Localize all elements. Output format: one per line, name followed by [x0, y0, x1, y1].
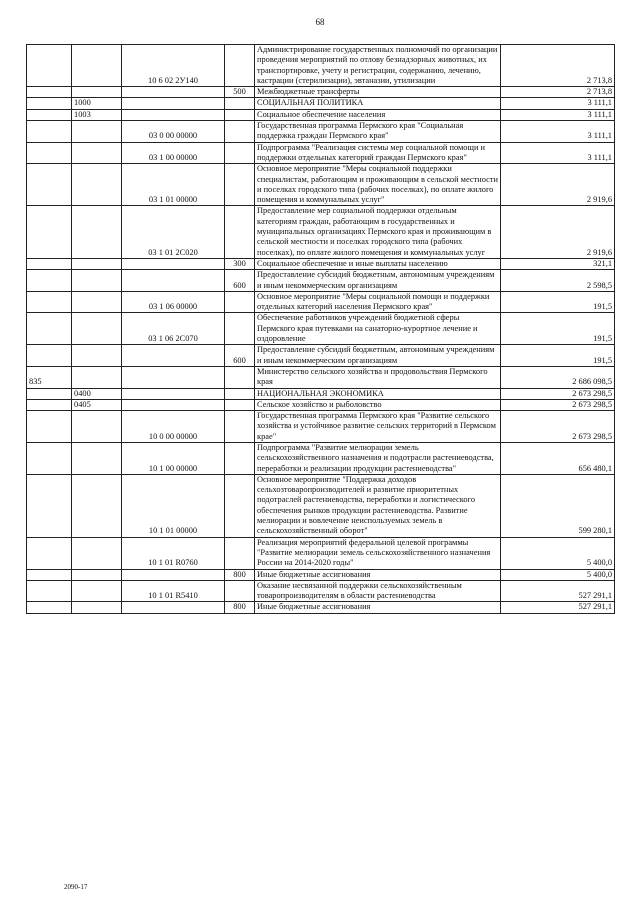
expense-type-cell: 500 — [225, 87, 255, 98]
target-article-cell: 03 1 06 00000 — [122, 291, 225, 313]
section-code-cell — [72, 164, 122, 206]
expense-type-cell — [225, 313, 255, 345]
amount-cell: 656 480,1 — [501, 442, 615, 474]
section-code-cell — [72, 258, 122, 269]
section-code-cell — [72, 474, 122, 537]
table-row — [27, 45, 615, 87]
target-article-cell: 10 6 02 2У140 — [122, 45, 225, 87]
item-name-cell: Администрирование государственных полномочий по организации проведения мероприятий по отлову безнадзорных животных, их транспортировке, учету и регистрации, содержанию, лечению, кастрации (стерилизации), эвтаназии, утилизации — [255, 45, 501, 87]
table-row — [27, 98, 615, 109]
amount-cell: 3 111,1 — [501, 109, 615, 120]
section-code-cell — [72, 313, 122, 345]
section-code-cell — [72, 569, 122, 580]
ministry-code-cell — [27, 98, 72, 109]
ministry-code-cell — [27, 121, 72, 143]
expense-type-cell: 800 — [225, 602, 255, 613]
expense-type-cell — [225, 45, 255, 87]
expense-type-cell — [225, 98, 255, 109]
table-row — [27, 537, 615, 569]
amount-cell: 3 111,1 — [501, 121, 615, 143]
section-code-cell — [72, 270, 122, 292]
expense-type-cell — [225, 474, 255, 537]
section-code-cell — [72, 580, 122, 602]
table-row — [27, 411, 615, 443]
item-name-cell: Сельское хозяйство и рыболовство — [255, 399, 501, 410]
ministry-code-cell — [27, 399, 72, 410]
item-name-cell: Реализация мероприятий федеральной целевой программы "Развитие мелиорации земель сельскохозяйственного назначения России на 2014-2020 годы" — [255, 537, 501, 569]
ministry-code-cell — [27, 313, 72, 345]
section-code-cell — [72, 537, 122, 569]
target-article-cell: 03 1 01 00000 — [122, 164, 225, 206]
section-code-cell — [72, 121, 122, 143]
section-code-cell — [72, 442, 122, 474]
table-row — [27, 569, 615, 580]
expense-type-cell — [225, 399, 255, 410]
target-article-cell: 03 0 00 00000 — [122, 121, 225, 143]
table-row — [27, 442, 615, 474]
table-row — [27, 580, 615, 602]
table-row — [27, 291, 615, 313]
item-name-cell: Государственная программа Пермского края "Развитие сельского хозяйства и устойчивое развитие сельских территорий в Пермском крае" — [255, 411, 501, 443]
item-name-cell: Предоставление мер социальной поддержки отдельным категориям граждан, работающим в государственных и муниципальных организациях Пермского края и проживающим в сельской местности и поселках городского типа (рабочих поселках), по оплате жилого помещения и коммунальных услуг — [255, 206, 501, 258]
target-article-cell — [122, 258, 225, 269]
section-code-cell — [72, 206, 122, 258]
expense-type-cell — [225, 442, 255, 474]
item-name-cell: Основное мероприятие "Меры социальной помощи и поддержки отдельных категорий населения Пермского края" — [255, 291, 501, 313]
amount-cell: 599 280,1 — [501, 474, 615, 537]
section-code-cell: 1003 — [72, 109, 122, 120]
page-number: 68 — [315, 17, 325, 27]
table-row — [27, 164, 615, 206]
amount-cell: 2 686 098,5 — [501, 366, 615, 388]
expense-type-cell: 600 — [225, 270, 255, 292]
table-row — [27, 345, 615, 367]
amount-cell: 2 673 298,5 — [501, 388, 615, 399]
section-code-cell: 1000 — [72, 98, 122, 109]
ministry-code-cell — [27, 474, 72, 537]
ministry-code-cell: 835 — [27, 366, 72, 388]
expense-type-cell: 600 — [225, 345, 255, 367]
expense-type-cell — [225, 580, 255, 602]
amount-cell: 2 673 298,5 — [501, 399, 615, 410]
target-article-cell — [122, 109, 225, 120]
item-name-cell: Министерство сельского хозяйства и продовольствия Пермского края — [255, 366, 501, 388]
target-article-cell: 10 1 00 00000 — [122, 442, 225, 474]
target-article-cell — [122, 87, 225, 98]
item-name-cell: Подпрограмма "Реализация системы мер социальной помощи и поддержки отдельных категорий граждан Пермского края" — [255, 142, 501, 164]
ministry-code-cell — [27, 109, 72, 120]
section-code-cell: 0405 — [72, 399, 122, 410]
amount-cell: 191,5 — [501, 313, 615, 345]
ministry-code-cell — [27, 142, 72, 164]
ministry-code-cell — [27, 537, 72, 569]
item-name-cell: Социальное обеспечение и иные выплаты населению — [255, 258, 501, 269]
expense-type-cell — [225, 537, 255, 569]
target-article-cell — [122, 569, 225, 580]
amount-cell: 321,1 — [501, 258, 615, 269]
budget-table-body — [27, 45, 615, 614]
ministry-code-cell — [27, 442, 72, 474]
ministry-code-cell — [27, 164, 72, 206]
table-row — [27, 87, 615, 98]
ministry-code-cell — [27, 602, 72, 613]
section-code-cell — [72, 142, 122, 164]
table-row — [27, 366, 615, 388]
expense-type-cell — [225, 291, 255, 313]
document-footer-code: 2090-17 — [64, 883, 88, 891]
table-row — [27, 142, 615, 164]
ministry-code-cell — [27, 87, 72, 98]
table-row — [27, 121, 615, 143]
amount-cell: 2 919,6 — [501, 206, 615, 258]
item-name-cell: Иные бюджетные ассигнования — [255, 602, 501, 613]
expense-type-cell — [225, 388, 255, 399]
section-code-cell — [72, 87, 122, 98]
amount-cell: 3 111,1 — [501, 98, 615, 109]
table-row — [27, 258, 615, 269]
amount-cell: 191,5 — [501, 291, 615, 313]
ministry-code-cell — [27, 580, 72, 602]
amount-cell: 2 673 298,5 — [501, 411, 615, 443]
target-article-cell — [122, 388, 225, 399]
section-code-cell — [72, 345, 122, 367]
section-code-cell — [72, 291, 122, 313]
expense-type-cell: 300 — [225, 258, 255, 269]
target-article-cell: 10 0 00 00000 — [122, 411, 225, 443]
target-article-cell: 10 1 01 R0760 — [122, 537, 225, 569]
target-article-cell: 03 1 00 00000 — [122, 142, 225, 164]
section-code-cell — [72, 366, 122, 388]
item-name-cell: Оказание несвязанной поддержки сельскохозяйственным товаропроизводителям в области растениеводства — [255, 580, 501, 602]
table-row — [27, 270, 615, 292]
expense-type-cell — [225, 142, 255, 164]
section-code-cell — [72, 602, 122, 613]
amount-cell: 3 111,1 — [501, 142, 615, 164]
expense-type-cell — [225, 206, 255, 258]
ministry-code-cell — [27, 411, 72, 443]
target-article-cell — [122, 399, 225, 410]
target-article-cell — [122, 345, 225, 367]
amount-cell: 2 713,8 — [501, 45, 615, 87]
table-row — [27, 313, 615, 345]
item-name-cell: Предоставление субсидий бюджетным, автономным учреждениям и иным некоммерческим организациям — [255, 270, 501, 292]
item-name-cell: Социальное обеспечение населения — [255, 109, 501, 120]
item-name-cell: Государственная программа Пермского края "Социальная поддержка граждан Пермского края" — [255, 121, 501, 143]
table-row — [27, 206, 615, 258]
target-article-cell: 10 1 01 00000 — [122, 474, 225, 537]
target-article-cell: 03 1 01 2С020 — [122, 206, 225, 258]
amount-cell: 191,5 — [501, 345, 615, 367]
amount-cell: 5 400,0 — [501, 537, 615, 569]
table-row — [27, 109, 615, 120]
section-code-cell — [72, 411, 122, 443]
target-article-cell: 03 1 06 2С070 — [122, 313, 225, 345]
section-code-cell: 0400 — [72, 388, 122, 399]
ministry-code-cell — [27, 345, 72, 367]
expense-type-cell: 800 — [225, 569, 255, 580]
ministry-code-cell — [27, 569, 72, 580]
ministry-code-cell — [27, 258, 72, 269]
expense-type-cell — [225, 411, 255, 443]
target-article-cell — [122, 270, 225, 292]
item-name-cell: Основное мероприятие "Поддержка доходов сельхозтоваропроизводителей и развитие приоритетных подотраслей растениеводства, переработки и логистического обеспечения рынков продукции растениеводства. Развитие мелиорации и вовлечение неиспользуемых земель в сельскохозяйственный оборот" — [255, 474, 501, 537]
ministry-code-cell — [27, 388, 72, 399]
target-article-cell — [122, 366, 225, 388]
item-name-cell: Иные бюджетные ассигнования — [255, 569, 501, 580]
item-name-cell: Предоставление субсидий бюджетным, автономным учреждениям и иным некоммерческим организациям — [255, 345, 501, 367]
table-row — [27, 388, 615, 399]
ministry-code-cell — [27, 291, 72, 313]
table-row — [27, 602, 615, 613]
table-row — [27, 474, 615, 537]
item-name-cell: СОЦИАЛЬНАЯ ПОЛИТИКА — [255, 98, 501, 109]
item-name-cell: Подпрограмма "Развитие мелиорации земель сельскохозяйственного назначения и подотрасли растениеводства, переработки и реализации продукции растениеводства" — [255, 442, 501, 474]
amount-cell: 5 400,0 — [501, 569, 615, 580]
item-name-cell: Межбюджетные трансферты — [255, 87, 501, 98]
item-name-cell: Обеспечение работников учреждений бюджетной сферы Пермского края путевками на санаторно-курортное лечение и оздоровление — [255, 313, 501, 345]
ministry-code-cell — [27, 45, 72, 87]
amount-cell: 527 291,1 — [501, 602, 615, 613]
target-article-cell: 10 1 01 R5410 — [122, 580, 225, 602]
item-name-cell: Основное мероприятие "Меры социальной поддержки специалистам, работающим и проживающим в сельской местности и поселках городского типа (рабочих поселках), по оплате жилого помещения и коммунальных услуг" — [255, 164, 501, 206]
expense-type-cell — [225, 121, 255, 143]
target-article-cell — [122, 602, 225, 613]
expense-type-cell — [225, 164, 255, 206]
target-article-cell — [122, 98, 225, 109]
expense-type-cell — [225, 366, 255, 388]
item-name-cell: НАЦИОНАЛЬНАЯ ЭКОНОМИКА — [255, 388, 501, 399]
expense-type-cell — [225, 109, 255, 120]
budget-table — [26, 44, 615, 614]
table-row — [27, 399, 615, 410]
ministry-code-cell — [27, 270, 72, 292]
amount-cell: 527 291,1 — [501, 580, 615, 602]
ministry-code-cell — [27, 206, 72, 258]
section-code-cell — [72, 45, 122, 87]
amount-cell: 2 598,5 — [501, 270, 615, 292]
amount-cell: 2 919,6 — [501, 164, 615, 206]
amount-cell: 2 713,8 — [501, 87, 615, 98]
